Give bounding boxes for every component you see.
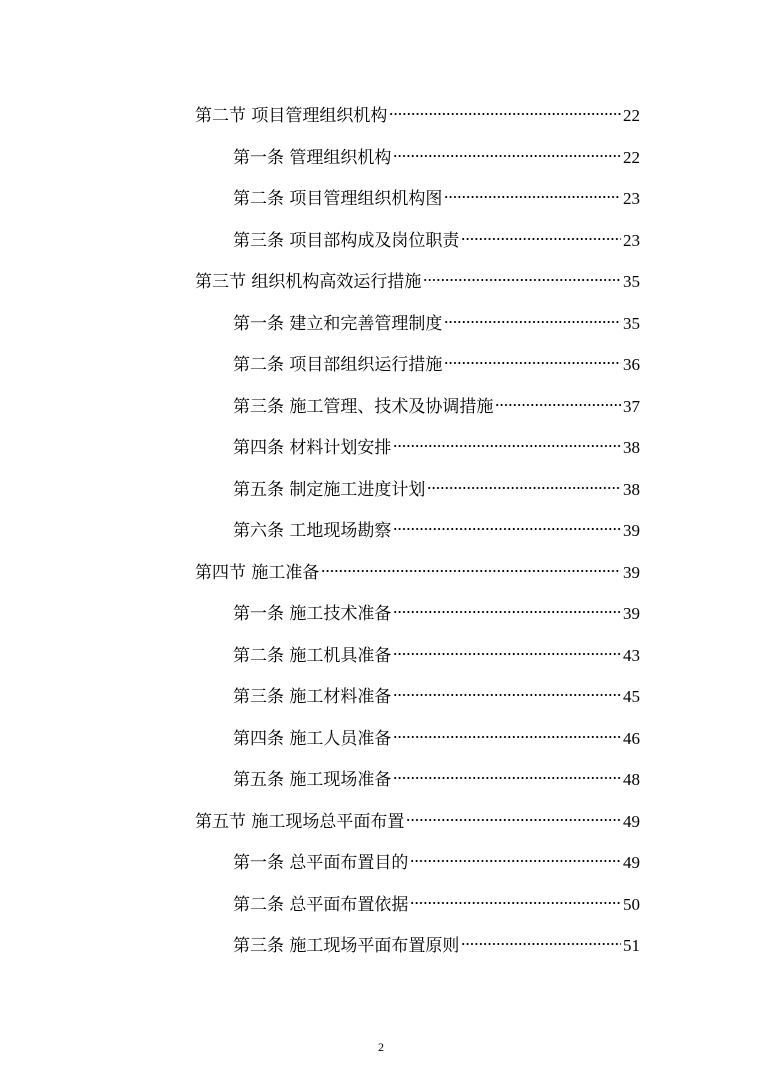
toc-entry-article[interactable] bbox=[233, 720, 640, 749]
toc-entry-article[interactable] bbox=[233, 222, 640, 251]
toc-entry-page: 46 bbox=[623, 729, 640, 748]
toc-entry-page: 39 bbox=[623, 521, 640, 540]
toc-entry-page: 39 bbox=[623, 563, 640, 582]
toc-dot-leader bbox=[393, 512, 621, 536]
toc-entry-title: 第三条 施工管理、技术及协调措施 bbox=[233, 397, 494, 417]
toc-entry-page: 35 bbox=[623, 272, 640, 291]
toc-entry-page: 36 bbox=[623, 355, 640, 374]
toc-entry-page: 22 bbox=[623, 106, 640, 125]
toc-entry-page: 23 bbox=[623, 189, 640, 208]
toc-entry-page: 37 bbox=[623, 397, 640, 416]
toc-dot-leader bbox=[444, 305, 621, 329]
toc-dot-leader bbox=[393, 678, 621, 702]
toc-entry-title: 第六条 工地现场勘察 bbox=[233, 521, 392, 541]
toc-dot-leader bbox=[393, 761, 621, 785]
toc-entry-page: 43 bbox=[623, 646, 640, 665]
toc-entry-article[interactable] bbox=[233, 388, 640, 417]
toc-dot-leader bbox=[321, 554, 621, 578]
toc-entry-page: 35 bbox=[623, 314, 640, 333]
toc-entry-title: 第四条 材料计划安排 bbox=[233, 438, 392, 458]
toc-entry-page: 51 bbox=[623, 936, 640, 955]
toc-entry-title: 第三条 施工现场平面布置原则 bbox=[233, 936, 460, 956]
toc-dot-leader bbox=[461, 927, 621, 951]
toc-entry-article[interactable] bbox=[233, 844, 640, 873]
toc-entry-title: 第一条 建立和完善管理制度 bbox=[233, 314, 443, 334]
toc-dot-leader bbox=[427, 471, 621, 495]
toc-entry-article[interactable] bbox=[233, 180, 640, 209]
toc-entry-page: 50 bbox=[623, 895, 640, 914]
toc-entry-title: 第二条 项目管理组织机构图 bbox=[233, 189, 443, 209]
toc-entry-title: 第五条 施工现场准备 bbox=[233, 770, 392, 790]
toc-entry-article[interactable] bbox=[233, 139, 640, 168]
toc-dot-leader bbox=[393, 429, 621, 453]
toc-dot-leader bbox=[410, 886, 621, 910]
toc-entry-page: 23 bbox=[623, 231, 640, 250]
toc-entry-article[interactable] bbox=[233, 886, 640, 915]
toc-dot-leader bbox=[423, 263, 621, 287]
toc-entry-article[interactable] bbox=[233, 595, 640, 624]
toc-entry-article[interactable] bbox=[233, 346, 640, 375]
toc-dot-leader bbox=[393, 637, 621, 661]
toc-entry-title: 第一条 总平面布置目的 bbox=[233, 853, 409, 873]
toc-entry-article[interactable] bbox=[233, 429, 640, 458]
toc-entry-page: 22 bbox=[623, 148, 640, 167]
toc-entry-article[interactable] bbox=[233, 637, 640, 666]
toc-entry-page: 49 bbox=[623, 812, 640, 831]
toc-entry-title: 第五节 施工现场总平面布置 bbox=[195, 812, 405, 832]
toc-dot-leader bbox=[444, 346, 621, 370]
toc-entry-title: 第二条 总平面布置依据 bbox=[233, 895, 409, 915]
toc-entry-page: 45 bbox=[623, 687, 640, 706]
toc-dot-leader bbox=[393, 595, 621, 619]
toc-entry-article[interactable] bbox=[233, 678, 640, 707]
toc-entry-title: 第一条 施工技术准备 bbox=[233, 604, 392, 624]
toc-dot-leader bbox=[393, 139, 621, 163]
toc-entry-title: 第二条 施工机具准备 bbox=[233, 646, 392, 666]
toc-entry-section-3[interactable] bbox=[195, 263, 640, 292]
toc-entry-title: 第五条 制定施工进度计划 bbox=[233, 480, 426, 500]
toc-entry-title: 第四条 施工人员准备 bbox=[233, 729, 392, 749]
toc-dot-leader bbox=[410, 844, 621, 868]
toc-entry-title: 第四节 施工准备 bbox=[195, 563, 320, 583]
toc-entry-article[interactable] bbox=[233, 761, 640, 790]
toc-entry-page: 38 bbox=[623, 438, 640, 457]
toc-entry-article[interactable] bbox=[233, 512, 640, 541]
toc-dot-leader bbox=[389, 97, 621, 121]
toc-entry-page: 48 bbox=[623, 770, 640, 789]
toc-entry-section-2[interactable] bbox=[195, 97, 640, 126]
toc-dot-leader bbox=[444, 180, 621, 204]
toc-entry-section-5[interactable] bbox=[195, 803, 640, 832]
toc-entry-page: 49 bbox=[623, 853, 640, 872]
toc-dot-leader bbox=[393, 720, 621, 744]
toc-dot-leader bbox=[461, 222, 621, 246]
toc-entry-article[interactable] bbox=[233, 471, 640, 500]
toc-entry-title: 第三节 组织机构高效运行措施 bbox=[195, 272, 422, 292]
page-number: 2 bbox=[378, 1040, 384, 1054]
toc-entry-title: 第二条 项目部组织运行措施 bbox=[233, 355, 443, 375]
toc-entry-article[interactable] bbox=[233, 927, 640, 956]
toc-entry-page: 38 bbox=[623, 480, 640, 499]
toc-entry-title: 第三条 项目部构成及岗位职责 bbox=[233, 231, 460, 251]
toc-entry-title: 第一条 管理组织机构 bbox=[233, 148, 392, 168]
toc-dot-leader bbox=[495, 388, 621, 412]
toc-entry-page: 39 bbox=[623, 604, 640, 623]
toc-entry-title: 第二节 项目管理组织机构 bbox=[195, 106, 388, 126]
toc-dot-leader bbox=[406, 803, 621, 827]
toc-entry-section-4[interactable] bbox=[195, 554, 640, 583]
toc-entry-title: 第三条 施工材料准备 bbox=[233, 687, 392, 707]
toc-entry-article[interactable] bbox=[233, 305, 640, 334]
